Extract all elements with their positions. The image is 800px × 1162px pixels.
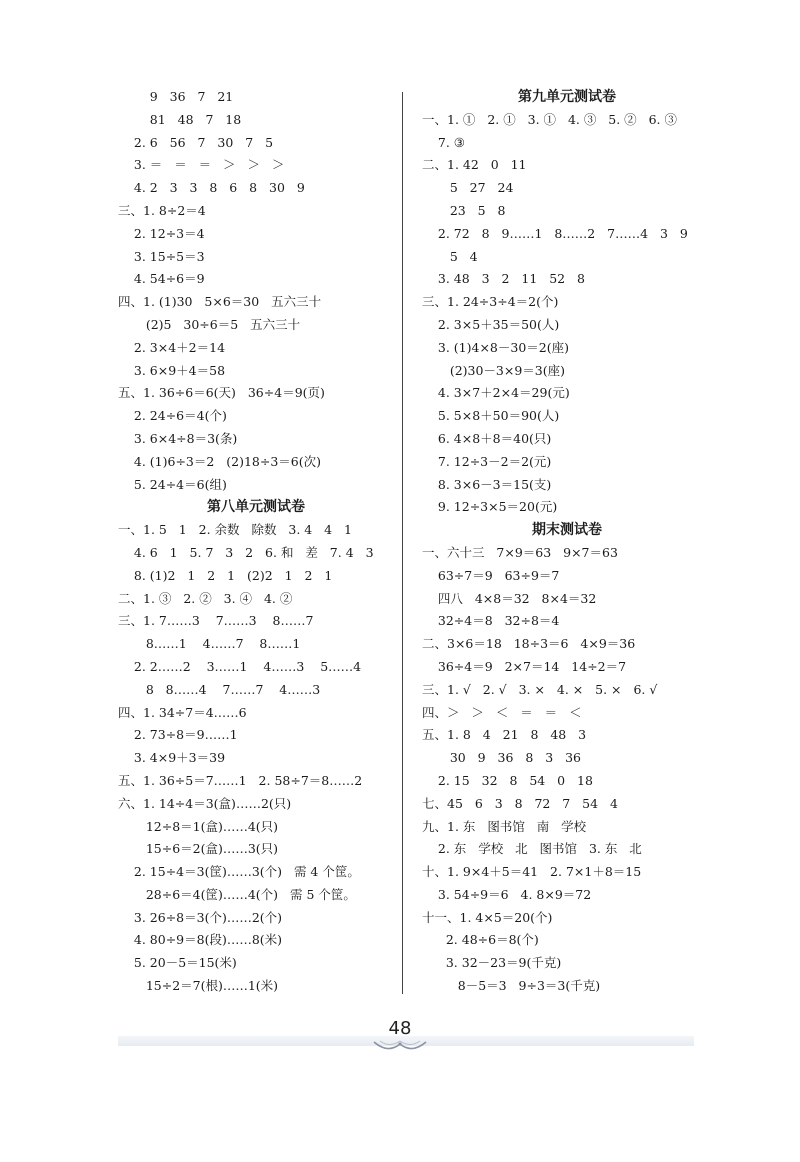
answer-line: 五、1. 8 4 21 8 48 3 <box>422 727 587 743</box>
answer-line: 5. 5×8＋50＝90(人) <box>422 408 560 424</box>
answer-line: 81 48 7 18 <box>118 111 242 127</box>
answer-line: 32÷4＝8 32÷8＝4 <box>422 613 560 629</box>
answer-line: 3. 6×9＋4＝58 <box>118 362 226 378</box>
answer-line: 15÷6＝2(盒)……3(只) <box>118 841 279 857</box>
answer-line: 7. 12÷3－2＝2(元) <box>422 453 552 469</box>
answer-line: 一、1. 5 1 2. 余数 除数 3. 4 4 1 <box>118 522 352 538</box>
answer-line: 30 9 36 8 3 36 <box>422 750 581 766</box>
answer-line: 36÷4＝9 2×7＝14 14÷2＝7 <box>422 658 627 674</box>
answer-line: 8. (1)2 1 2 1 (2)2 1 2 1 <box>118 567 333 583</box>
answer-line: 5. 24÷4＝6(组) <box>118 476 227 492</box>
answer-line: 2. 3×5＋35＝50(人) <box>422 316 560 332</box>
answer-line: 3. 4×9＋3＝39 <box>118 750 226 766</box>
answer-line: 63÷7＝9 63÷9＝7 <box>422 567 560 583</box>
page-number: 48 <box>388 1018 412 1039</box>
answer-line: 8……1 4……7 8……1 <box>118 636 301 652</box>
answer-line: 五、1. 36÷6＝6(天) 36÷4＝9(页) <box>118 385 325 401</box>
answer-line: 2. 73÷8＝9……1 <box>118 727 238 743</box>
answer-line: 二、1. ③ 2. ② 3. ④ 4. ② <box>118 590 293 606</box>
answer-line: 8 8……4 7……7 4……3 <box>118 681 321 697</box>
answer-line: 3. 48 3 2 11 52 8 <box>422 271 585 287</box>
answer-line: 4. 54÷6＝9 <box>118 271 205 287</box>
answer-line: 2. 15÷4＝3(筐)……3(个) 需 4 个筐。 <box>118 864 360 880</box>
answer-line: 9. 12÷3×5＝20(元) <box>422 499 558 515</box>
answer-line: 2. 12÷3＝4 <box>118 225 205 241</box>
answer-line: 8. 3×6－3＝15(支) <box>422 476 552 492</box>
answer-line: 23 5 8 <box>422 202 506 218</box>
answer-line: (2)30－3×9＝3(座) <box>422 362 566 378</box>
answer-line: 2. 6 56 7 30 7 5 <box>118 134 274 150</box>
answer-line: 十一、1. 4×5＝20(个) <box>422 909 553 925</box>
answer-line: 3. 26÷8＝3(个)……2(个) <box>118 909 283 925</box>
answer-line: 四、1. 34÷7＝4……6 <box>118 704 247 720</box>
answer-line: 3. 15÷5＝3 <box>118 248 205 264</box>
section-title: 第九单元测试卷 <box>518 89 616 105</box>
answer-line: 6. 4×8＋8＝40(只) <box>422 430 552 446</box>
answer-line: 三、1. 7……3 7……3 8……7 <box>118 613 314 629</box>
answer-line: 十、1. 9×4＋5＝41 2. 7×1＋8＝15 <box>422 864 642 880</box>
answer-line: 3. 54÷9＝6 4. 8×9＝72 <box>422 886 592 902</box>
answer-line: 三、1. 24÷3÷4＝2(个) <box>422 294 559 310</box>
answer-line: 4. 80÷9＝8(段)……8(米) <box>118 932 283 948</box>
answer-line: 四、＞ ＞ ＜ ＝ ＝ ＜ <box>422 704 582 720</box>
answer-line: 15÷2＝7(根)……1(米) <box>118 978 279 994</box>
section-title: 第八单元测试卷 <box>207 499 305 516</box>
left-answer-column <box>118 86 394 998</box>
answer-line: 3. ＝ ＝ ＝ ＞ ＞ ＞ <box>118 157 285 173</box>
answer-line: 8－5＝3 9÷3＝3(千克) <box>422 978 601 994</box>
answer-line: 4. 6 1 5. 7 3 2 6. 和 差 7. 4 3 <box>118 544 374 560</box>
answer-line: 二、1. 42 0 11 <box>422 157 527 173</box>
section-title: 期末测试卷 <box>532 522 602 539</box>
answer-line: 3. 6×4÷8＝3(条) <box>118 430 238 446</box>
answer-line: 2. 2……2 3……1 4……3 5……4 <box>118 658 362 674</box>
answer-line: 三、1. 8÷2＝4 <box>118 202 206 218</box>
answer-line: 四八 4×8＝32 8×4＝32 <box>422 590 597 606</box>
answer-line: 2. 3×4＋2＝14 <box>118 339 226 355</box>
answer-line: 一、1. ① 2. ① 3. ① 4. ③ 5. ② 6. ③ <box>422 111 677 127</box>
answer-line: 28÷6＝4(筐)……4(个) 需 5 个筐。 <box>118 886 356 902</box>
answer-line: 4. (1)6÷3＝2 (2)18÷3＝6(次) <box>118 453 321 469</box>
answer-line: 2. 东 学校 北 图书馆 3. 东 北 <box>422 841 642 857</box>
answer-line: 一、六十三 7×9＝63 9×7＝63 <box>422 544 618 560</box>
answer-line: 九、1. 东 图书馆 南 学校 <box>422 818 587 834</box>
answer-line: 5. 20－5＝15(米) <box>118 955 237 971</box>
answer-line: 四、1. (1)30 5×6＝30 五六三十 <box>118 294 322 310</box>
answer-line: (2)5 30÷6＝5 五六三十 <box>118 316 301 332</box>
answer-line: 三、1. √ 2. √ 3. × 4. × 5. × 6. √ <box>422 681 658 697</box>
answer-line: 2. 24÷6＝4(个) <box>118 408 227 424</box>
answer-line: 2. 72 8 9……1 8……2 7……4 3 9 <box>422 225 688 241</box>
answer-line: 5 4 <box>422 248 478 264</box>
answer-line: 六、1. 14÷4＝3(盒)……2(只) <box>118 795 292 811</box>
answer-line: 9 36 7 21 <box>118 89 234 104</box>
answer-line: 7. ③ <box>422 134 465 150</box>
answer-line: 二、3×6＝18 18÷3＝6 4×9＝36 <box>422 636 636 652</box>
right-answer-column <box>422 86 712 998</box>
column-divider <box>402 92 403 994</box>
answer-line: 七、45 6 3 8 72 7 54 4 <box>422 795 618 811</box>
answer-line: 五、1. 36÷5＝7……1 2. 58÷7＝8……2 <box>118 772 363 788</box>
answer-line: 2. 15 32 8 54 0 18 <box>422 772 593 788</box>
answer-line: 5 27 24 <box>422 180 514 196</box>
answer-line: 4. 3×7＋2×4＝29(元) <box>422 385 570 401</box>
answer-line: 12÷8＝1(盒)……4(只) <box>118 818 279 834</box>
answer-line: 2. 48÷6＝8(个) <box>422 932 539 948</box>
answer-line: 3. 32－23＝9(千克) <box>422 955 562 971</box>
answer-line: 3. (1)4×8－30＝2(座) <box>422 339 569 355</box>
answer-line: 4. 2 3 3 8 6 8 30 9 <box>118 180 305 196</box>
